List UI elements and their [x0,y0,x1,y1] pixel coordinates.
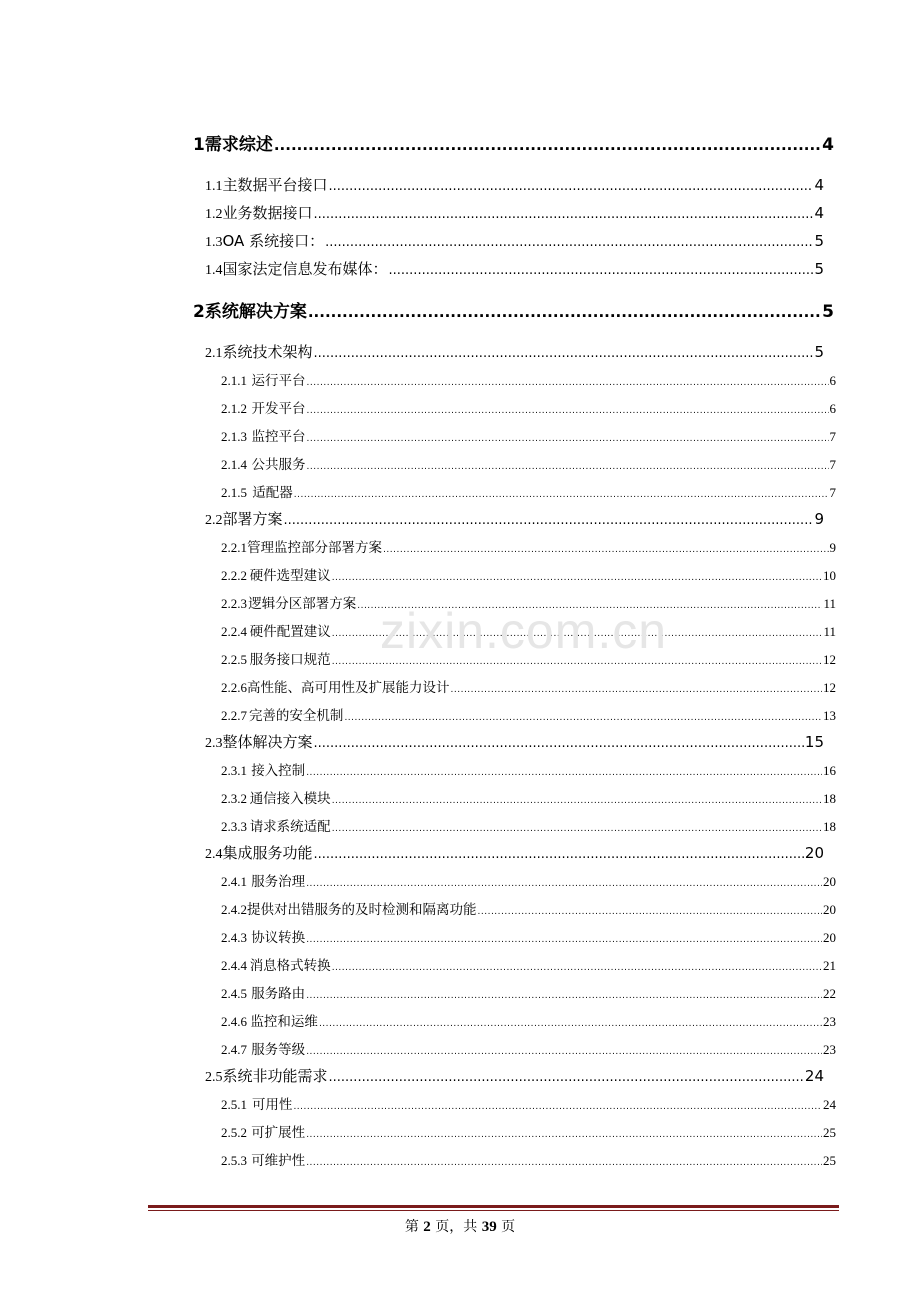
toc-title: 请求系统适配 [249,819,331,835]
toc-title: 系统解决方案 [204,302,307,322]
toc-title: 消息格式转换 [249,958,331,974]
toc-title: 需求综述 [204,135,273,155]
toc-number: 2.2.4 [221,624,247,639]
toc-page: 4 [814,176,824,194]
toc-entry[interactable] [221,369,836,389]
toc-number: 1.2 [205,207,223,222]
footer-total-pages: 39 [481,1219,497,1235]
toc-number: 2 [193,302,205,322]
toc-entry[interactable] [193,130,834,155]
footer-current-page: 2 [423,1219,431,1235]
toc-number: 2.4.4 [221,958,247,973]
toc-leader-dots [308,303,821,321]
toc-number: 2.5.1 [221,1097,247,1112]
toc-number: 1.3 [205,235,223,250]
toc-leader-dots [329,1070,804,1085]
page-footer [0,1216,920,1236]
toc-number: 2.4.7 [221,1042,247,1057]
toc-title: 高性能、高可用性及扩展能力设计 [247,680,450,696]
toc-entry[interactable] [205,731,824,752]
toc-number: 2.5.3 [221,1153,247,1168]
toc-title: 整体解决方案 [222,733,313,751]
toc-number: 2.2.2 [221,568,247,583]
toc-title: 国家法定信息发布媒体： [222,260,388,278]
toc-leader-dots [306,879,822,889]
toc-page: 20 [823,874,836,889]
toc-entry[interactable] [221,481,836,501]
toc-leader-dots [307,406,829,416]
toc-leader-dots [306,1047,822,1057]
toc-entry[interactable] [221,676,836,696]
toc-number: 2.4.6 [221,1014,247,1029]
toc-entry[interactable] [221,1093,836,1113]
toc-leader-dots [306,768,822,778]
toc-number: 2.1.5 [221,485,247,500]
footer-divider-thin [148,1210,839,1211]
toc-number: 1.4 [205,263,223,278]
toc-leader-dots [451,685,823,695]
toc-leader-dots [344,713,822,723]
toc-page: 13 [823,708,836,723]
toc-number: 2.2.6 [221,680,247,695]
toc-leader-dots [332,824,822,834]
toc-page: 15 [804,733,824,751]
toc-number: 2.3.1 [221,763,247,778]
toc-number: 2.4.5 [221,986,247,1001]
toc-entry[interactable] [205,1065,824,1086]
toc-number: 1 [193,135,205,155]
toc-number: 2.5 [205,1070,223,1085]
toc-title: 主数据平台接口 [222,176,328,194]
toc-leader-dots [306,935,822,945]
toc-leader-dots [314,346,814,361]
toc-page: 9 [814,510,824,528]
toc-entry[interactable] [221,954,836,974]
toc-title: 硬件选型建议 [249,568,331,584]
toc-title: 提供对出错服务的及时检测和隔离功能 [247,902,477,918]
footer-prefix: 第 [404,1219,424,1235]
toc-title: OA 系统接口： [222,232,325,250]
toc-leader-dots [314,736,804,751]
toc-title: 公共服务 [251,457,306,473]
toc-title: 管理监控部分部署方案 [247,540,383,556]
toc-title: 可用性 [251,1097,293,1113]
toc-title: 硬件配置建议 [249,624,331,640]
toc-title: 可扩展性 [251,1125,306,1141]
toc-number: 2.4.2 [221,902,247,917]
toc-leader-dots [314,847,804,862]
toc-entry[interactable] [221,536,836,556]
watermark: zixin.com.cn [380,603,668,659]
toc-leader-dots [332,573,822,583]
toc-entry[interactable] [205,842,824,863]
toc-page: 7 [829,485,836,500]
toc-title: 接入控制 [251,763,306,779]
toc-page: 20 [804,844,824,862]
toc-title: 协议转换 [251,930,306,946]
toc-leader-dots [478,907,823,917]
toc-page: 21 [823,958,836,973]
toc-page: 6 [829,401,836,416]
toc-title: 集成服务功能 [222,844,313,862]
toc-number: 2.3.3 [221,819,247,834]
toc-entry[interactable] [221,982,836,1002]
toc-number: 2.3 [205,736,223,751]
toc-entry[interactable] [221,425,836,445]
toc-entry[interactable] [205,174,824,195]
toc-title: 部署方案 [222,510,283,528]
toc-page: 20 [823,930,836,945]
toc-title: 服务接口规范 [249,652,331,668]
toc-number: 2.4 [205,847,223,862]
toc-number: 2.1.4 [221,457,247,472]
toc-title: 业务数据接口 [222,204,313,222]
toc-number: 2.1.1 [221,373,247,388]
toc-leader-dots [307,462,829,472]
toc-leader-dots [293,1102,822,1112]
toc-title: 可维护性 [251,1153,306,1169]
toc-leader-dots [314,207,814,222]
toc-page: 9 [829,540,836,555]
toc-page: 24 [804,1067,824,1085]
toc-page: 25 [823,1125,836,1140]
toc-entry[interactable] [221,898,836,918]
toc-page: 10 [823,568,836,583]
toc-page: 5 [814,232,824,250]
toc-leader-dots [306,1130,822,1140]
toc-entry[interactable] [221,1149,836,1169]
toc-leader-dots [383,545,828,555]
footer-middle: 页，共 [430,1219,482,1235]
toc-title: 适配器 [252,485,293,501]
toc-leader-dots [307,434,829,444]
toc-entry[interactable] [221,1010,836,1030]
toc-entry[interactable] [221,704,836,724]
toc-page: 18 [823,791,836,806]
toc-page: 11 [823,624,836,639]
toc-number: 2.4.3 [221,930,247,945]
toc-title: 通信接入模块 [249,791,331,807]
toc-number: 2.2.7 [221,708,247,723]
toc-leader-dots [274,136,821,154]
toc-title: 监控和运维 [250,1014,318,1030]
toc-number: 2.5.2 [221,1125,247,1140]
toc-entry[interactable] [221,453,836,473]
toc-page: 5 [814,343,824,361]
toc-entry[interactable] [221,564,836,584]
toc-leader-dots [389,263,814,278]
toc-entry[interactable] [221,870,836,890]
toc-entry[interactable] [221,787,836,807]
toc-entry[interactable] [221,1038,836,1058]
toc-title: 完善的安全机制 [248,708,344,724]
toc-title: 服务等级 [251,1042,306,1058]
toc-page: 25 [823,1153,836,1168]
toc-leader-dots [332,963,822,973]
toc-page: 5 [814,260,824,278]
toc-number: 2.1.2 [221,401,247,416]
toc-page: 7 [829,429,836,444]
toc-entry[interactable] [221,1121,836,1141]
footer-suffix: 页 [496,1219,516,1235]
toc-entry[interactable] [221,397,836,417]
toc-page: 22 [823,986,836,1001]
toc-number: 2.1 [205,346,223,361]
toc-leader-dots [332,796,822,806]
toc-entry[interactable] [205,258,824,279]
toc-number: 2.2.3 [221,596,247,611]
toc-page: 16 [823,763,836,778]
toc-number: 2.3.2 [221,791,247,806]
toc-number: 2.1.3 [221,429,247,444]
toc-title: 逻辑分区部署方案 [248,596,357,612]
toc-leader-dots [325,235,813,250]
toc-title: 运行平台 [251,373,306,389]
toc-page: 24 [823,1097,836,1112]
toc-leader-dots [307,378,829,388]
toc-entry[interactable] [221,815,836,835]
toc-entry[interactable] [205,230,824,251]
toc-entry[interactable] [205,508,824,529]
toc-page: 12 [823,680,836,695]
toc-number: 2.4.1 [221,874,247,889]
toc-page: 12 [823,652,836,667]
toc-page: 4 [822,135,834,155]
toc-leader-dots [319,1019,822,1029]
toc-page: 6 [829,373,836,388]
toc-page: 11 [823,596,836,611]
toc-title: 系统技术架构 [222,343,313,361]
toc-number: 2.2 [205,513,223,528]
toc-title: 系统非功能需求 [222,1067,328,1085]
toc-number: 2.2.1 [221,540,247,555]
toc-title: 开发平台 [251,401,306,417]
toc-leader-dots [284,513,814,528]
toc-leader-dots [294,490,829,500]
footer-divider [148,1205,839,1208]
toc-entry[interactable] [221,926,836,946]
toc-page: 4 [814,204,824,222]
toc-page: 20 [823,902,836,917]
toc-entry[interactable] [205,202,824,223]
toc-entry[interactable] [221,759,836,779]
toc-title: 服务治理 [251,874,306,890]
toc-page: 5 [822,302,834,322]
toc-leader-dots [329,179,814,194]
toc-leader-dots [306,1158,822,1168]
toc-title: 服务路由 [251,986,306,1002]
toc-page: 23 [823,1014,836,1029]
toc-number: 2.2.5 [221,652,247,667]
toc-title: 监控平台 [251,429,306,445]
toc-page: 7 [829,457,836,472]
toc-leader-dots [306,991,822,1001]
toc-page: 18 [823,819,836,834]
toc-number: 1.1 [205,179,223,194]
toc-entry[interactable] [193,297,834,322]
toc-entry[interactable] [205,341,824,362]
toc-page: 23 [823,1042,836,1057]
